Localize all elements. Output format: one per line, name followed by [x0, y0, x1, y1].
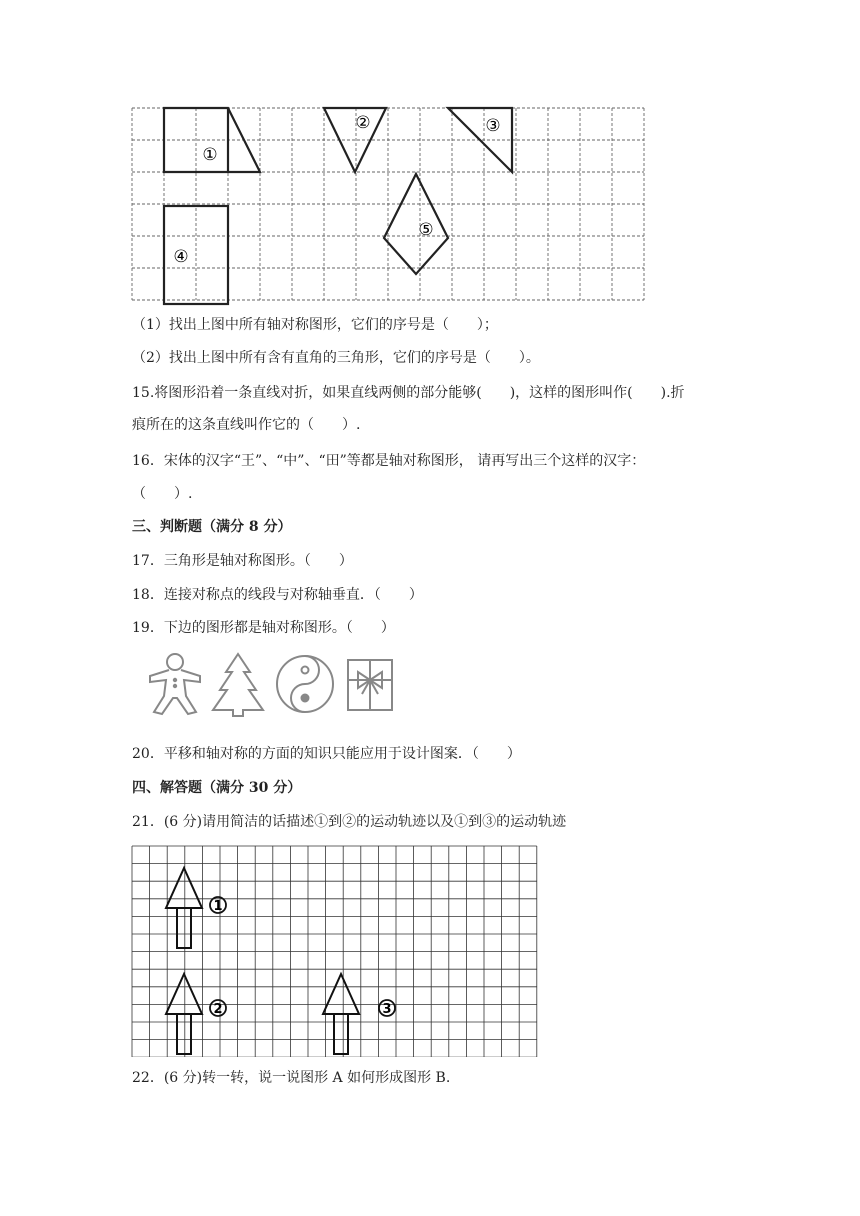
gift-box-icon — [348, 660, 392, 710]
yin-yang-icon — [277, 656, 333, 712]
arrow-3 — [323, 974, 359, 1054]
label-1: ① — [202, 145, 218, 165]
christmas-tree-icon — [213, 654, 263, 716]
arrows-grid-figure — [130, 842, 540, 1057]
label-5: ⑤ — [418, 220, 434, 240]
q14-sub1: （1）找出上图中所有轴对称图形，它们的序号是（ ）； — [132, 317, 498, 333]
q15-line2: 痕所在的这条直线叫作它的（ ）. — [132, 417, 361, 433]
section4-heading: 四、解答题（满分 30 分） — [132, 780, 302, 796]
dashed-grid — [132, 108, 644, 300]
label-2-text: 2 — [213, 1002, 223, 1017]
q15-line1: 15.将图形沿着一条直线对折，如果直线两侧的部分能够( )，这样的图形叫作( ).折 — [132, 385, 685, 401]
arrow-2 — [166, 974, 202, 1054]
shapes-grid-figure — [128, 100, 648, 312]
q21: 21．(6 分)请用简洁的话描述①到②的运动轨迹以及①到③的运动轨迹 — [132, 814, 567, 830]
label-4: ④ — [173, 247, 189, 267]
shape-5 — [384, 174, 448, 274]
q16-line2: （ ）. — [132, 486, 193, 502]
q19: 19．下边的图形都是轴对称图形。（ ） — [132, 620, 395, 636]
section3-heading: 三、判断题（满分 8 分） — [132, 519, 292, 535]
q14-sub2: （2）找出上图中所有含有直角的三角形，它们的序号是（ ）。 — [132, 350, 540, 366]
label-3-text: 3 — [382, 1002, 392, 1017]
arrow-1 — [166, 868, 202, 948]
q17: 17．三角形是轴对称图形。（ ） — [132, 553, 353, 569]
gingerbread-man-icon — [150, 654, 200, 714]
q18: 18．连接对称点的线段与对称轴垂直．（ ） — [132, 587, 423, 603]
q16-line1: 16．宋体的汉字“王”、“中”、“田”等都是轴对称图形， 请再写出三个这样的汉字： — [132, 453, 646, 469]
q19-figures — [142, 650, 412, 718]
label-1-text: 1 — [213, 899, 223, 914]
label-2: ② — [355, 113, 371, 133]
label-3: ③ — [485, 116, 501, 136]
q20: 20．平移和轴对称的方面的知识只能应用于设计图案．（ ） — [132, 746, 521, 762]
q22: 22．(6 分)转一转，说一说图形 A 如何形成图形 B. — [132, 1070, 451, 1086]
